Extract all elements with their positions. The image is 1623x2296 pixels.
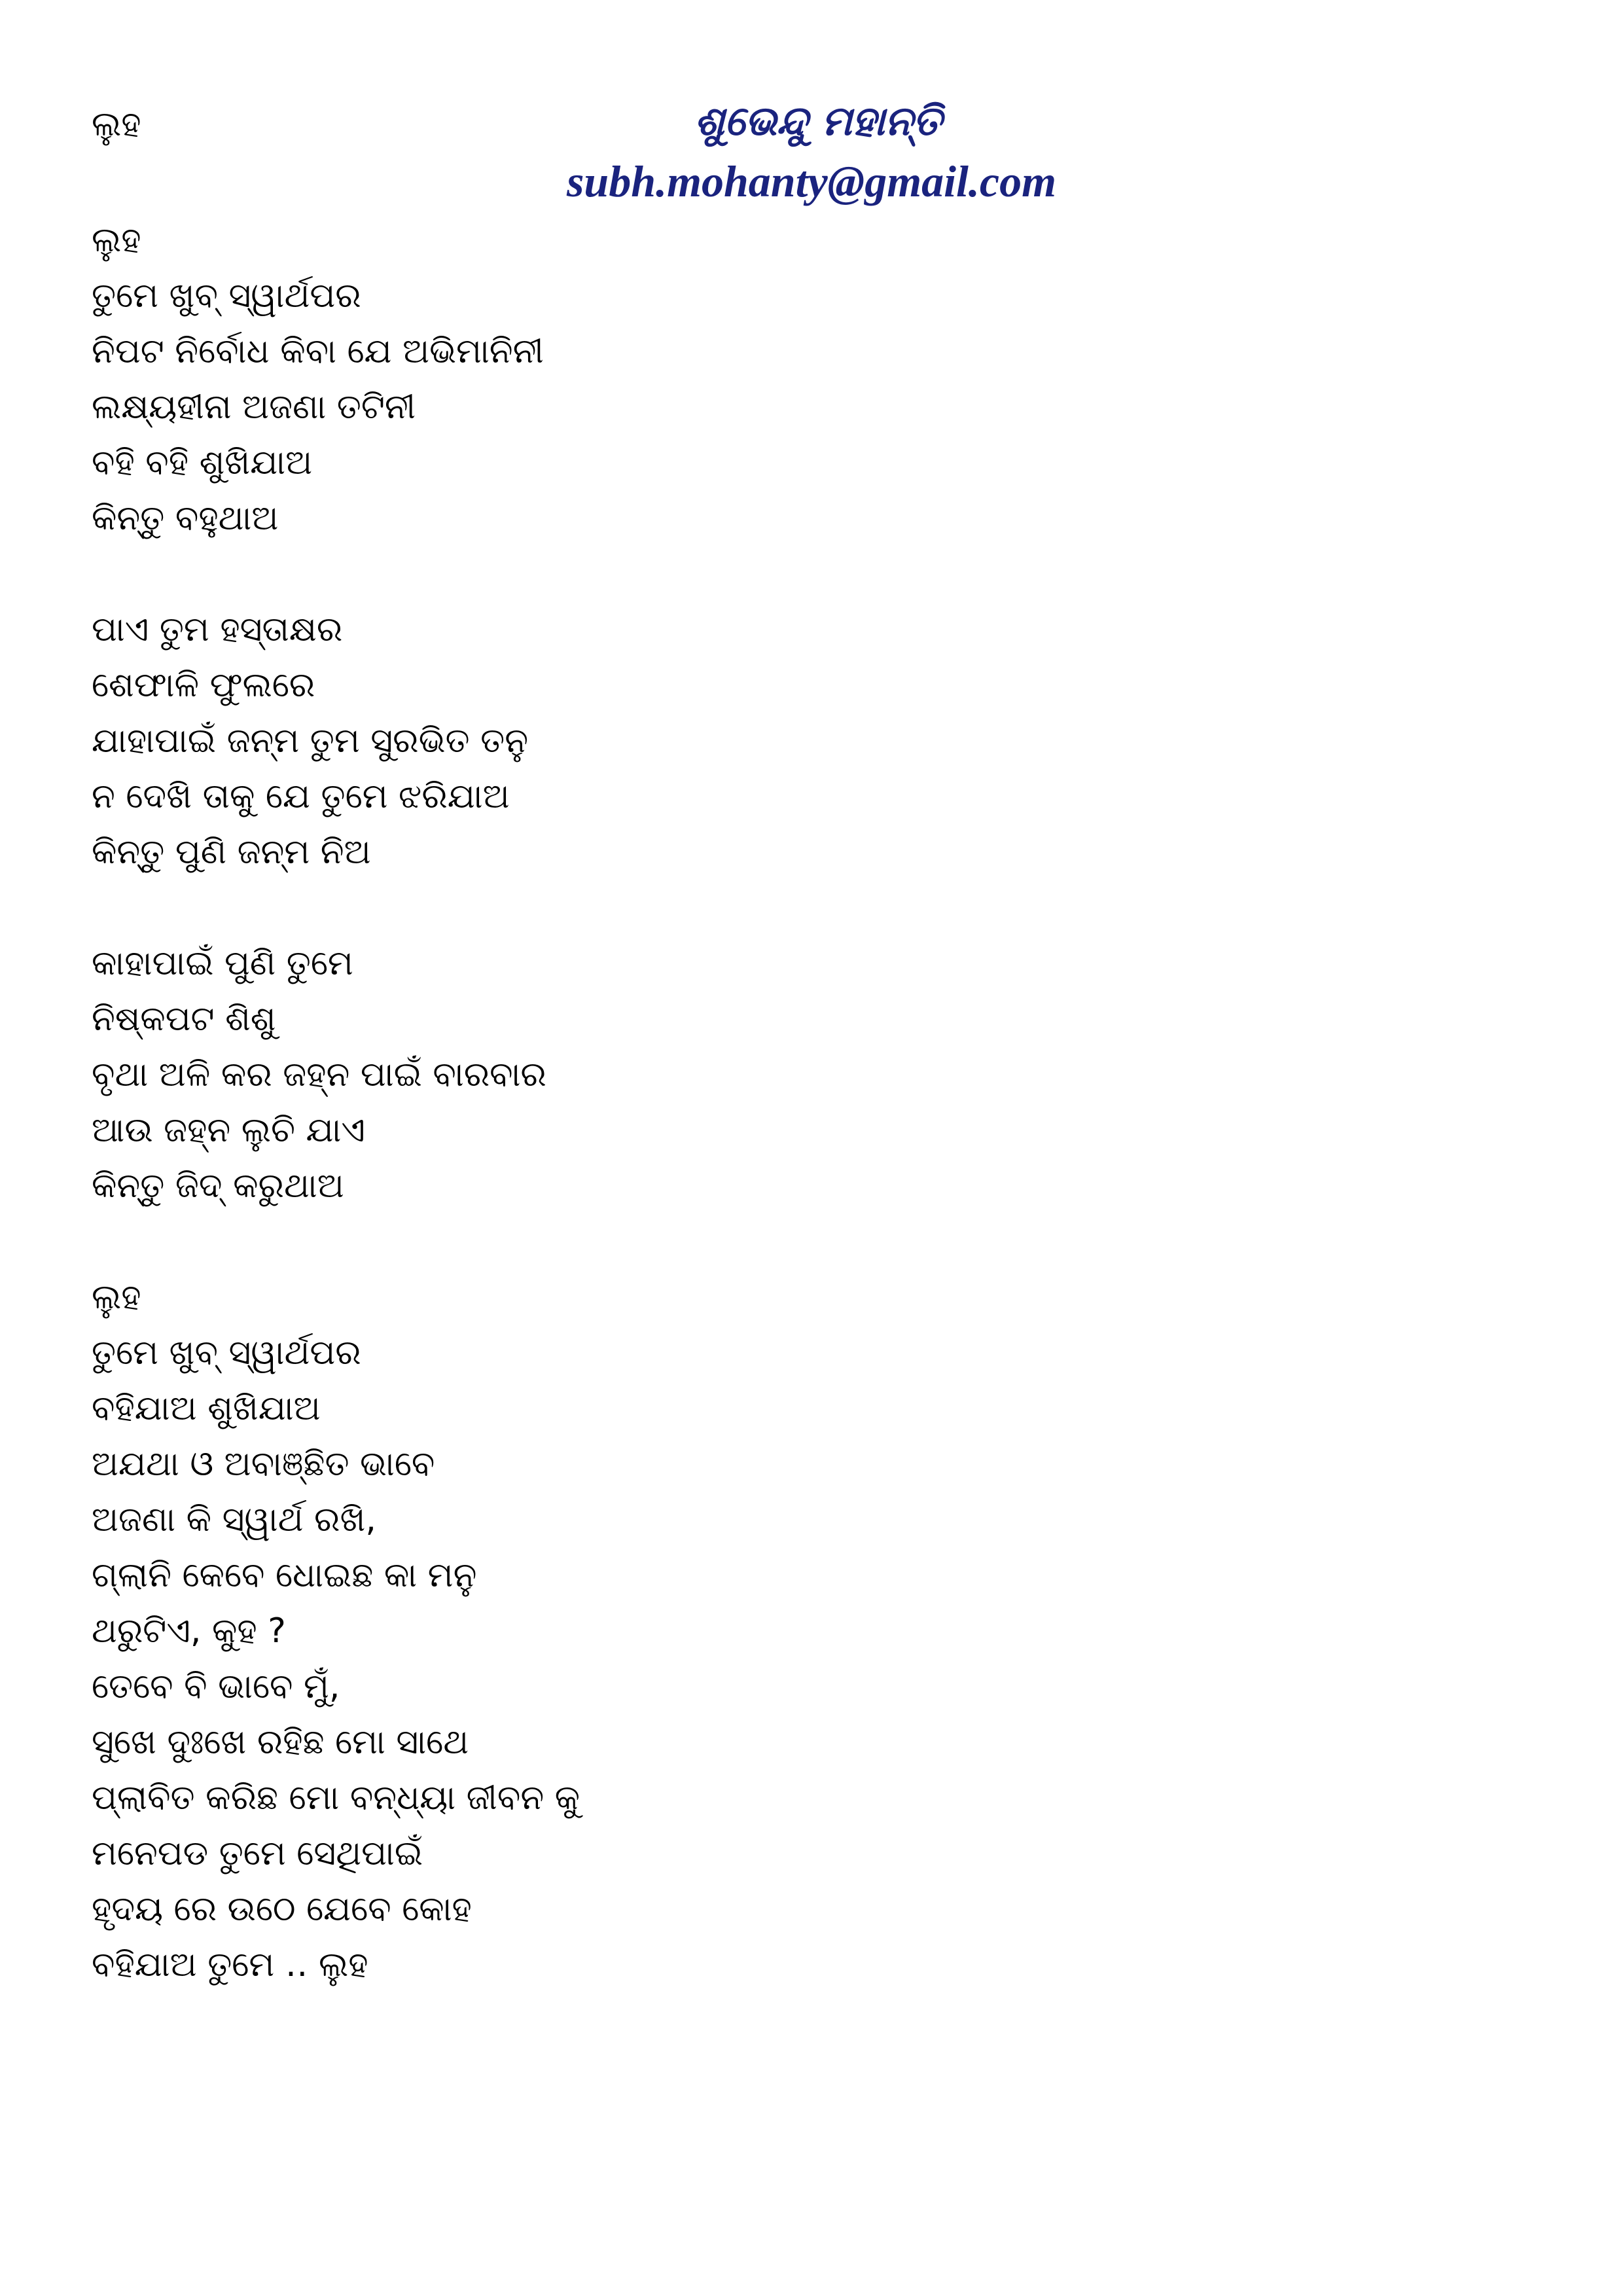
- poem-line: କାହାପାଇଁ ପୁଣି ତୁମେ: [92, 944, 353, 983]
- poem-line: ନିଷ୍କପଟ ଶିଶୁ: [92, 999, 276, 1039]
- poem-line: ନ ଦେଖି ତାକୁ ଯେ ତୁମେ ଝରିଯାଅ: [92, 777, 510, 816]
- stanza-1: [92, 213, 1531, 547]
- poem-line: ଲୁହ: [92, 221, 141, 260]
- poem-line: କିନ୍ତୁ ବହୁଥାଅ: [92, 499, 279, 538]
- stanza-2: [92, 602, 1531, 880]
- poem-line: ଲକ୍ଷ୍ୟହୀନା ଅଜଣା ତଟିନୀ: [92, 387, 416, 427]
- poem-line: ବହିଯାଅ ଶୁଖିଯାଅ: [92, 1389, 321, 1428]
- stanza-4: [92, 1270, 1531, 1993]
- poem-line: କିନ୍ତୁ ଜିଦ୍ କରୁଥାଅ: [92, 1166, 344, 1206]
- poem-line: ହୃଦୟ ରେ ଉଠେ ଯେବେ କୋହ: [92, 1890, 472, 1929]
- author-name: ଶୁଭେନ୍ଦୁ ମହାନ୍ତି: [694, 97, 942, 145]
- author-email: subh.mohanty@gmail.com: [566, 156, 1057, 206]
- poem-line: ବୃଥା ଅଳି କର ଜହ୍ନ ପାଇଁ ବାରବାର: [92, 1055, 546, 1094]
- poem-line: କିନ୍ତୁ ପୁଣି ଜନ୍ମ ନିଅ: [92, 833, 371, 872]
- poem-line: ପ୍ଲାବିତ କରିଛ ମୋ ବନ୍ଧ୍ୟା ଜୀବନ କୁ: [92, 1778, 580, 1818]
- page-header: [0, 92, 1623, 211]
- poem-line: ଆଉ ଜହ୍ନ ଲୁଚି ଯାଏ: [92, 1111, 365, 1150]
- poem-line: ଗ୍ଲାନି କେବେ ଧୋଇଛ କା ମନୁ: [92, 1556, 477, 1595]
- poem-body: [92, 213, 1531, 2049]
- poem-line: ନିପଟ ନିର୍ବୋଧ କିବା ଯେ ଅଭିମାନିନୀ: [92, 332, 544, 371]
- poem-line: ମନେପଡ ତୁମେ ସେଥିପାଇଁ: [92, 1834, 423, 1873]
- poem-line: ଅଯଥା ଓ ଅବାଞ୍ଛିତ ଭାବେ: [92, 1444, 435, 1484]
- short-title: ଲୁହ: [92, 105, 141, 144]
- poem-line: ଶେଫାଳି ଫୁଲରେ: [92, 666, 315, 705]
- poem-line: ବହି ବହି ଶୁଖିଯାଅ: [92, 443, 313, 482]
- poem-line: ତୁମେ ଖୁବ୍ ସ୍ୱାର୍ଥପର: [92, 1333, 361, 1372]
- poem-line: ଅଜଣା କି ସ୍ୱାର୍ଥ ରଖି,: [92, 1500, 376, 1539]
- poem-line: ଲୁହ: [92, 1278, 141, 1317]
- stanza-3: [92, 936, 1531, 1214]
- poem-line: ତେବେ ବି ଭାବେ ମୁଁ,: [92, 1667, 340, 1706]
- poem-line: ଥରୁଟିଏ, କୁହ ?: [92, 1611, 286, 1651]
- poem-line: ଯାହାପାଇଁ ଜନ୍ମ ତୁମ ସୁରଭିତ ତନୁ: [92, 721, 529, 761]
- poem-line: ପାଏ ତୁମ ହସ୍ତାକ୍ଷର: [92, 610, 343, 649]
- poem-line: ତୁମେ ଖୁବ୍ ସ୍ୱାର୍ଥପର: [92, 276, 361, 315]
- poem-line: ସୁଖେ ଦୁଃଖେ ରହିଛ ମୋ ସାଥେ: [92, 1723, 469, 1762]
- poem-line: ବହିଯାଅ ତୁମେ ‥ ଲୁହ: [92, 1945, 368, 1984]
